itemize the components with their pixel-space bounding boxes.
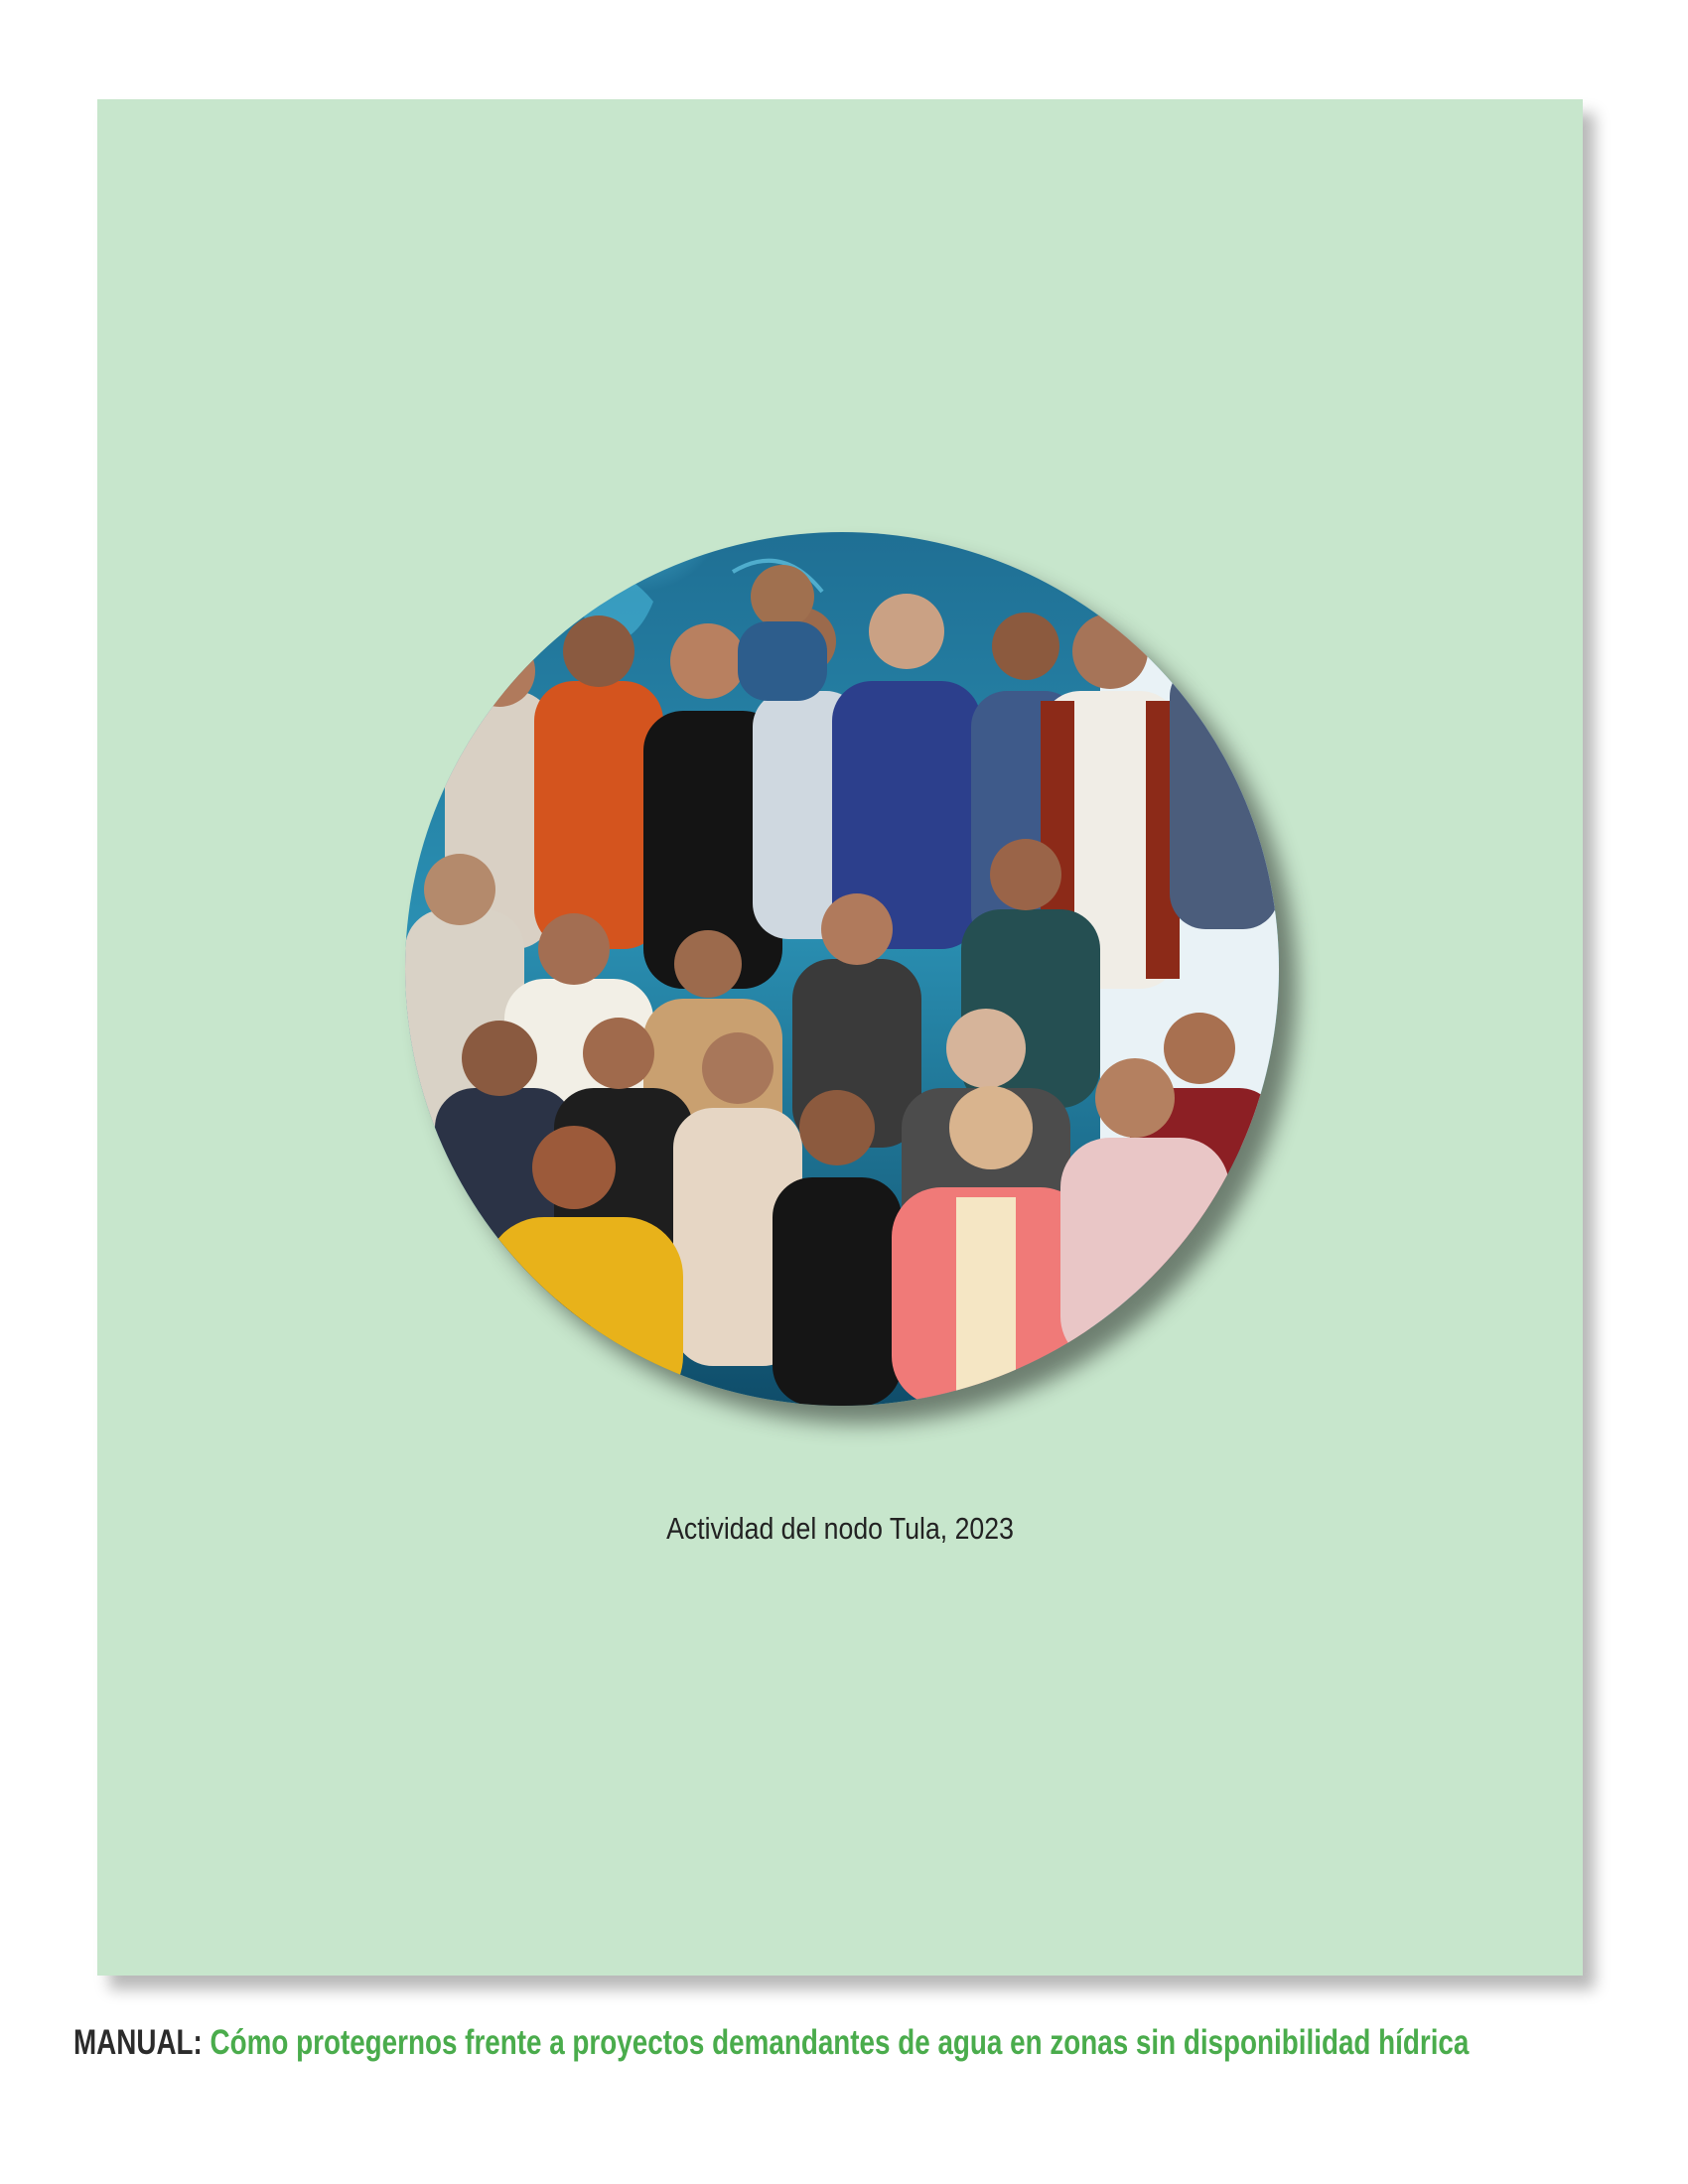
footer-title (73, 2023, 1470, 2063)
circular-group-photo (405, 532, 1279, 1406)
group-photo-illustration (405, 532, 1279, 1406)
photo-caption: Actividad del nodo Tula, 2023 (666, 1511, 1014, 1546)
footer-manual-title: Cómo protegernos frente a proyectos demandantes de agua en zonas sin disponibilidad hídrica (210, 2023, 1470, 2062)
footer-label: MANUAL: (73, 2023, 203, 2062)
